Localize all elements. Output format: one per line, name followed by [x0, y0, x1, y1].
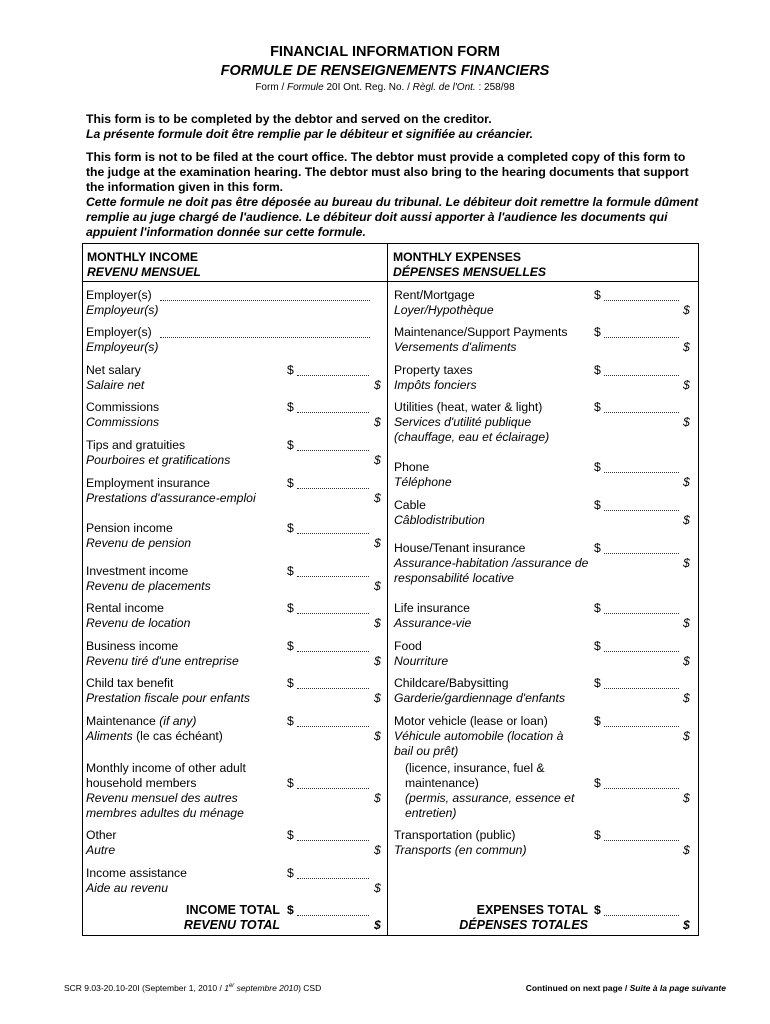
cable-dollar: $	[594, 498, 601, 512]
child-tax-field[interactable]	[297, 688, 369, 689]
tips-dollar: $	[287, 438, 294, 452]
investment-field[interactable]	[297, 576, 369, 577]
maintenance-dollar: $	[287, 714, 294, 728]
support-payments-field[interactable]	[604, 337, 679, 338]
rental-field[interactable]	[297, 613, 369, 614]
continued-note: Continued on next page / Suite à la page suivante	[525, 983, 726, 993]
utilities-field[interactable]	[604, 412, 679, 413]
other-income-field[interactable]	[297, 840, 369, 841]
childcare-dollar-fr: $	[683, 691, 690, 705]
vehicle-costs-dollar-fr: $	[683, 791, 690, 805]
rent-dollar-fr: $	[683, 303, 690, 317]
house-insurance-dollar-fr: $	[683, 556, 690, 570]
income-total-dollar: $	[287, 903, 294, 917]
motor-vehicle-label: Motor vehicle (lease or loan) Véhicule automobile (location à bail ou prêt)	[394, 714, 564, 758]
employment-insurance-dollar-fr: $	[374, 491, 381, 505]
other-income-dollar: $	[287, 828, 294, 842]
pension-dollar-fr: $	[374, 536, 381, 550]
form-title-en: FINANCIAL INFORMATION FORM	[270, 44, 500, 60]
house-insurance-label: House/Tenant insurance Assurance-habitation /assurance de responsabilité locative	[394, 541, 589, 585]
food-label: Food Nourriture	[394, 639, 449, 668]
business-label: Business income Revenu tiré d'une entreprise	[86, 639, 239, 668]
rent-dollar: $	[594, 288, 601, 302]
income-assistance-dollar: $	[287, 866, 294, 880]
life-insurance-dollar: $	[594, 601, 601, 615]
expenses-total-dollar-fr: $	[683, 918, 690, 932]
utilities-label: Utilities (heat, water & light) Services d'utilité publique (chauffage, eau et éclairage)	[394, 400, 550, 444]
transportation-label: Transportation (public) Transports (en commun)	[394, 828, 527, 857]
other-income-dollar-fr: $	[374, 843, 381, 857]
form-code: SCR 9.03-20.10-20I (September 1, 2010 / 1er septembre 2010) CSD	[64, 983, 322, 993]
income-assistance-field[interactable]	[297, 878, 369, 879]
phone-field[interactable]	[604, 472, 679, 473]
employment-insurance-field[interactable]	[297, 488, 369, 489]
cable-label: Cable Câblodistribution	[394, 498, 485, 527]
rental-dollar: $	[287, 601, 294, 615]
childcare-dollar: $	[594, 676, 601, 690]
expenses-total-label: EXPENSES TOTAL DÉPENSES TOTALES	[459, 903, 588, 932]
intro-paragraph-2: This form is not to be filed at the court office. The debtor must provide a completed copy of this form to the judge at the examination hearing. The debtor must also bring to the hearing documents that support the information given in this form. Cette formule ne doit pas être déposée au bureau du tribunal. Le débiteur doit remettre la formule dûment remplie au juge chargé de l'audience. Le débiteur doit aussi apporter à l'audience les documents qui appuient l'information donnée sur cette formule.	[86, 150, 699, 239]
income-total-dollar-fr: $	[374, 918, 381, 932]
vehicle-costs-field[interactable]	[604, 788, 679, 789]
form-reference: Form / Formule 20I Ont. Reg. No. / Règl. de l'Ont. : 258/98	[255, 82, 515, 93]
rent-field[interactable]	[604, 300, 679, 301]
expenses-total-dollar: $	[594, 903, 601, 917]
childcare-label: Childcare/Babysitting Garderie/gardiennage d'enfants	[394, 676, 566, 705]
maintenance-field[interactable]	[297, 726, 369, 727]
commissions-label: Commissions Commissions	[86, 400, 160, 429]
property-taxes-field[interactable]	[604, 375, 679, 376]
tips-field[interactable]	[297, 450, 369, 451]
form-title-fr: FORMULE DE RENSEIGNEMENTS FINANCIERS	[220, 63, 550, 79]
investment-label: Investment income Revenu de placements	[86, 564, 211, 593]
child-tax-dollar: $	[287, 676, 294, 690]
table-divider	[387, 243, 388, 935]
table-header-rule	[82, 281, 699, 282]
net-salary-label: Net salary Salaire net	[86, 363, 145, 392]
child-tax-dollar-fr: $	[374, 691, 381, 705]
cable-field[interactable]	[604, 510, 679, 511]
rent-label: Rent/Mortgage Loyer/Hypothèque	[394, 288, 494, 317]
house-insurance-dollar: $	[594, 541, 601, 555]
rental-label: Rental income Revenu de location	[86, 601, 191, 630]
commissions-dollar: $	[287, 400, 294, 414]
phone-dollar: $	[594, 460, 601, 474]
tips-label: Tips and gratuities Pourboires et gratifications	[86, 438, 231, 467]
property-taxes-dollar-fr: $	[683, 378, 690, 392]
cable-dollar-fr: $	[683, 513, 690, 527]
property-taxes-dollar: $	[594, 363, 601, 377]
transportation-dollar: $	[594, 828, 601, 842]
phone-label: Phone Téléphone	[394, 460, 452, 489]
phone-dollar-fr: $	[683, 475, 690, 489]
table-right-border	[698, 243, 699, 935]
expenses-heading: MONTHLY EXPENSES DÉPENSES MENSUELLES	[393, 250, 547, 279]
life-insurance-label: Life insurance Assurance-vie	[394, 601, 472, 630]
expenses-total-field[interactable]	[604, 915, 679, 916]
utilities-dollar-fr: $	[683, 415, 690, 429]
employment-insurance-label: Employment insurance Prestations d'assurance-emploi	[86, 476, 256, 505]
net-salary-dollar-fr: $	[374, 378, 381, 392]
employer-2-field[interactable]	[160, 337, 370, 338]
other-adult-field[interactable]	[297, 788, 369, 789]
other-adult-dollar-fr: $	[374, 791, 381, 805]
child-tax-label: Child tax benefit Prestation fiscale pour enfants	[86, 676, 250, 705]
transportation-field[interactable]	[604, 840, 679, 841]
income-assistance-label: Income assistance Aide au revenu	[86, 866, 187, 895]
food-field[interactable]	[604, 651, 679, 652]
pension-field[interactable]	[297, 533, 369, 534]
rental-dollar-fr: $	[374, 616, 381, 630]
employer-1-label: Employer(s) Employeur(s)	[86, 288, 159, 317]
employment-insurance-dollar: $	[287, 476, 294, 490]
employer-1-field[interactable]	[160, 300, 370, 301]
motor-vehicle-dollar-fr: $	[683, 729, 690, 743]
support-payments-dollar-fr: $	[683, 340, 690, 354]
income-assistance-dollar-fr: $	[374, 881, 381, 895]
motor-vehicle-field[interactable]	[604, 726, 679, 727]
net-salary-dollar: $	[287, 363, 294, 377]
vehicle-costs-label: (licence, insurance, fuel & maintenance) (permis, assurance, essence et entretien)	[405, 761, 575, 820]
transportation-dollar-fr: $	[683, 843, 690, 857]
food-dollar-fr: $	[683, 654, 690, 668]
childcare-field[interactable]	[604, 688, 679, 689]
other-income-label: Other Autre	[86, 828, 117, 857]
life-insurance-field[interactable]	[604, 613, 679, 614]
pension-dollar: $	[287, 521, 294, 535]
other-adult-dollar: $	[287, 776, 294, 790]
table-bottom-border	[82, 935, 699, 936]
income-total-label: INCOME TOTAL REVENU TOTAL	[183, 903, 280, 932]
pension-label: Pension income Revenu de pension	[86, 521, 192, 550]
employer-2-label: Employer(s) Employeur(s)	[86, 325, 159, 354]
tips-dollar-fr: $	[374, 453, 381, 467]
house-insurance-field[interactable]	[604, 553, 679, 554]
maintenance-label: Maintenance (if any) Aliments (le cas échéant)	[86, 714, 223, 743]
support-payments-label: Maintenance/Support Payments Versements d'aliments	[394, 325, 568, 354]
other-adult-label: Monthly income of other adult household members Revenu mensuel des autres membres adultes du ménage	[86, 761, 246, 820]
utilities-dollar: $	[594, 400, 601, 414]
income-heading: MONTHLY INCOME REVENU MENSUEL	[87, 250, 201, 279]
commissions-dollar-fr: $	[374, 415, 381, 429]
motor-vehicle-dollar: $	[594, 714, 601, 728]
table-top-border	[82, 243, 699, 244]
business-dollar-fr: $	[374, 654, 381, 668]
investment-dollar: $	[287, 564, 294, 578]
intro-paragraph-1: This form is to be completed by the debtor and served on the creditor. La présente formule doit être remplie par le débiteur et signifiée au créancier.	[86, 112, 534, 141]
food-dollar: $	[594, 639, 601, 653]
property-taxes-label: Property taxes Impôts fonciers	[394, 363, 477, 392]
income-total-field[interactable]	[297, 915, 369, 916]
table-left-border	[82, 243, 83, 935]
maintenance-dollar-fr: $	[374, 729, 381, 743]
business-field[interactable]	[297, 651, 369, 652]
net-salary-field[interactable]	[297, 375, 369, 376]
life-insurance-dollar-fr: $	[683, 616, 690, 630]
support-payments-dollar: $	[594, 325, 601, 339]
vehicle-costs-dollar: $	[594, 776, 601, 790]
commissions-field[interactable]	[297, 412, 369, 413]
business-dollar: $	[287, 639, 294, 653]
investment-dollar-fr: $	[374, 579, 381, 593]
